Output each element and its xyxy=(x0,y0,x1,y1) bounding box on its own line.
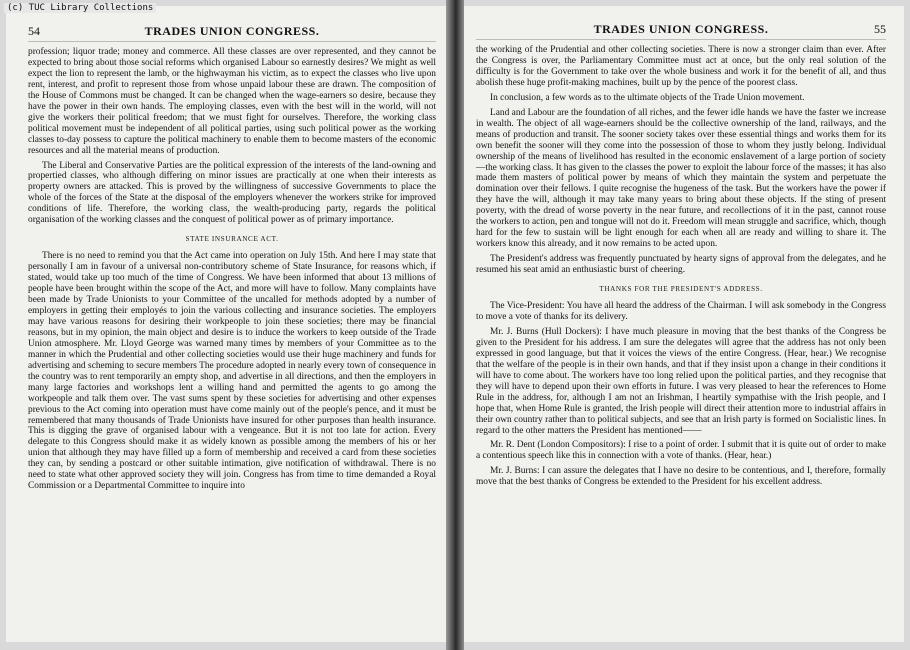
paragraph: Mr. J. Burns (Hull Dockers): I have much pleasure in moving that the best thanks of the Congress be given to the President for his address. I am sure the delegates will agree that the address has not only been expressed in good language, but that it voices the views of the entire Congress. (Hear, hear.) We recognise that the welfare of the people is in their own hands, and that if they insist upon a change in their conditions it will have to come about. The workers have too long relied upon the political parties, and they recognise that they will have to depend upon their own efforts in future. I was very pleased to hear the references to Home Rule in the address, for, although I am not an Irishman, I heartily sympathise with the Irish people, and I hope that, when Home Rule is granted, the Irish people will direct their attention more to industrial affairs in their own country rather than to political subjects, and see that an Irish party is formed on Socialistic lines. In regard to the other matters the President has mentioned—— xyxy=(476,326,886,436)
paragraph: The President's address was frequently punctuated by hearty signs of approval from the delegates, and he resumed his seat amid an enthusiastic burst of cheering. xyxy=(476,254,886,276)
right-running-head xyxy=(476,22,886,40)
section-heading-thanks: THANKS FOR THE PRESIDENT'S ADDRESS. xyxy=(599,285,763,294)
paragraph: The Liberal and Conservative Parties are the political expression of the interests of the land-owning and propertied classes, who although differing on minor issues are practically at one when their interests as property owners are attacked. This is proved by the willingness of successive Governments to place the whole of the forces of the State at the disposal of the employers whenever the workers strike for improved conditions of life. Therefore, the working class, the wealth-producing party, regards the political organisation of the working classes and the conquest of political power as of primary importance. xyxy=(28,160,436,226)
right-body-text xyxy=(476,45,886,488)
watermark-label: (c) TUC Library Collections xyxy=(4,3,156,13)
section-heading-state-insurance: STATE INSURANCE ACT. xyxy=(185,235,279,244)
book-gutter xyxy=(446,0,464,650)
paragraph: the working of the Prudential and other collecting societies. There is now a stronger claim than ever. After the Congress is over, the Parliamentary Committee must act at once, but the only real solution of the difficulty is for the Government to take over the whole business and work it for the benefit of all, and thus abolish these huge profit-making machines, built up by the pence of the poorest class. xyxy=(476,45,886,88)
paragraph: Land and Labour are the foundation of all riches, and the fewer idle hands we have the faster we increase in wealth. The object of all wage-earners should be the collective ownership of the land, railways, and the means of production and transit. The sooner society takes over these essential things and works them for its own benefit the sooner will they come into the possession of those to whom they justly belong. Individual ownership of the means of livelihood has resulted in the economic enslavement of a large portion of society—the working class. It has given to the classes the power to exploit the labour force of the masses; it has also made them masters of political power by means of which they maintain the system and perpetuate the domination over their fellows. I quite recognise the hugeness of the task. But the workers have the power if they have the will, although it may take many years to bring about these objects. If the sting of present poverty, with the dread of worse poverty in the near future, and recollections of it in the past, cannot rouse the workers to action, pen and tongue will not do it. Freedom will mean struggle and sacrifice, which, though hard for the few to sustain will be light enough for each when all are ready and willing to share it. The workers know this already, and it now remains to be acted upon. xyxy=(476,107,886,250)
paragraph: There is no need to remind you that the Act came into operation on July 15th. And here I may state that personally I am in favour of a universal non-contributory scheme of State Insurance, for reasons which, if stated, would take up too much of the time of Congress. We have been informed that about 13 millions of people have been brought within the scope of the Act, and more will have to follow. Many complaints have been made by Trade Unionists to your Committee of the uncalled for methods adopted by a number of employers in getting their employés to join the various collecting and insurance societies. The employers may have various reasons for desiring their workpeople to join these societies; there may be financial reasons, but in my opinion, the main object and desire is to induce the workers to keep outside of the Trade Union atmosphere. Mr. Lloyd George was warned many times by members of your Committee as to the manner in which the Prudential and other collecting societies would use their huge machinery and funds for advertising and scheming to secure members The procedure adopted in nearly every town of consequence in the country was to rent temporarily an empty shop, and advertise in all directions, and then the employers in many large factories and workshops lent a willing hand and permitted the agents to go among the workpeople and talk them over. The vast sums spent by these societies for advertising and other expenses previous to the Act coming into operation must have come mainly out of the people's pence, and it must be remembered that many thousands of Trade Unionists have insured for other purposes than health insurance. This is digging the grave of organised labour with a vengeance. But it is not too late for action. Every delegate to this Congress should make it as widely known as possible among the members of his or her union that although they may have filled up a form of membership and received a card from these societies they can, by sending a postcard or other suitable intimation, give notification of withdrawal. There is no need to state what other approved society they will join. Congress has from time to time demanded a Royal Commission or a Departmental Committee to inquire into xyxy=(28,251,436,492)
left-page-number: 54 xyxy=(28,24,40,38)
paragraph: The Vice-President: You have all heard the address of the Chairman. I will ask somebody in the Congress to move a vote of thanks for its delivery. xyxy=(476,301,886,322)
left-page xyxy=(6,6,452,642)
paragraph: profession; liquor trade; money and commerce. All these classes are over represented, and they cannot be expected to bring about those social reforms which organised Labour so earnestly desires? We might as well expect the lion to represent the lamb, or the highwayman his victim, as to expect the classes who live upon rent, interest, and profit to represent those from whose unpaid labour these are drawn. The composition of the House of Commons must be changed. It can be changed when the wage-earners so desire, because they have the power in their own hands. The employing classes, even with the best will in the world, will not give the workers their political freedom; that we must fight for ourselves. Therefore, the working class political movement must be independent of all political parties, using such political power as the working classes to-day possess to capture the political machinery to enable them to become masters of the economic resources and all the material means of production. xyxy=(28,47,436,156)
right-running-title: TRADES UNION CONGRESS. xyxy=(593,22,769,36)
left-running-head xyxy=(28,24,436,42)
paragraph: In conclusion, a few words as to the ultimate objects of the Trade Union movement. xyxy=(490,92,805,103)
left-running-title: TRADES UNION CONGRESS. xyxy=(144,24,320,38)
paragraph: Mr. J. Burns: I can assure the delegates that I have no desire to be contentious, and I, therefore, formally move that the best thanks of Congress be extended to the President for his excellent address. xyxy=(476,466,886,488)
paragraph: Mr. R. Dent (London Compositors): I rise to a point of order. I submit that it is quite out of order to make a contentious speech like this in connection with a vote of thanks. (Hear, hear.) xyxy=(476,440,886,462)
left-body-text xyxy=(28,47,436,492)
right-page xyxy=(458,6,904,642)
right-page-number: 55 xyxy=(874,22,886,36)
